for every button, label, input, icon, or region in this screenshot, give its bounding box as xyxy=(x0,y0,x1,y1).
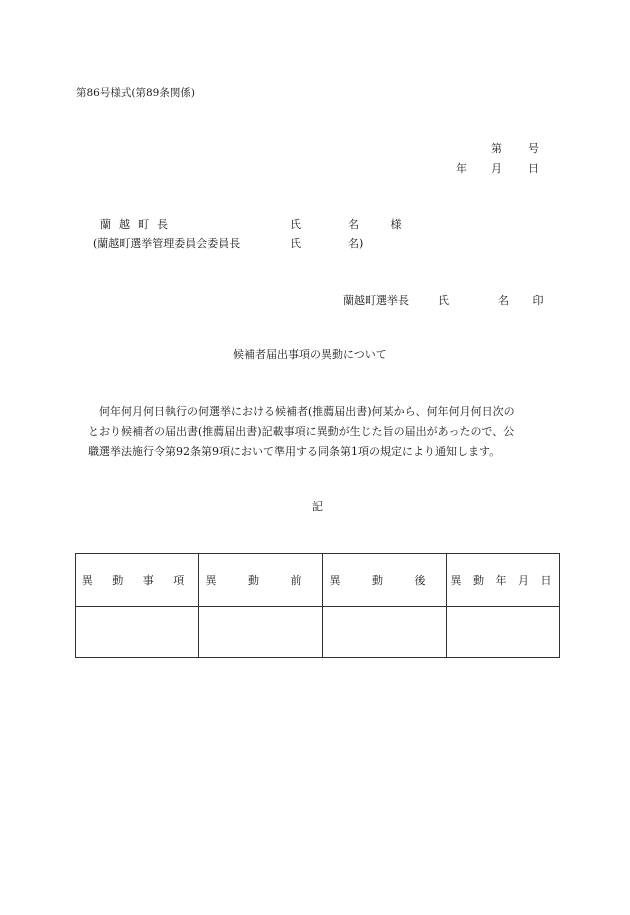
body-line-2: とおり候補者の届出書(推薦届出書)記載事項に異動が生じた旨の届出があったので、公 xyxy=(88,425,515,438)
cell-before-change xyxy=(199,607,323,658)
addressee-mayor-title: 蘭越町長 xyxy=(100,218,176,231)
date-year: 年 xyxy=(456,162,467,175)
header-before-change: 異 動 前 xyxy=(199,554,323,607)
change-table xyxy=(75,553,560,658)
date-month: 月 xyxy=(491,162,502,175)
addressee-committee-title: (蘭越町選挙管理委員会委員長 xyxy=(93,237,241,250)
addressee-committee-shi: 氏 xyxy=(290,237,301,250)
sender-shi: 氏 xyxy=(438,294,449,307)
cell-after-change xyxy=(323,607,447,658)
form-number: 第86号様式(第89条関係) xyxy=(76,87,195,99)
body-paragraph xyxy=(88,402,558,462)
header-change-item: 異 動 事 項 xyxy=(76,554,199,607)
table-row xyxy=(76,607,560,658)
cell-change-item xyxy=(76,607,199,658)
body-line-1: 何年何月何日執行の何選挙における候補者(推薦届出書)何某から、何年何月何日次の xyxy=(99,405,515,418)
subject-line: 候補者届出事項の異動について xyxy=(233,348,387,361)
table-header-row xyxy=(76,554,560,607)
date-day: 日 xyxy=(528,162,539,175)
doc-number-go: 号 xyxy=(528,142,539,155)
sender-title: 蘭越町選挙長 xyxy=(343,294,409,307)
sender-mei-seal: 名 印 xyxy=(498,294,554,307)
cell-change-date xyxy=(447,607,560,658)
addressee-mayor-shi: 氏 xyxy=(290,218,301,231)
ki-marker: 記 xyxy=(312,500,323,513)
header-after-change: 異 動 後 xyxy=(323,554,447,607)
addressee-mayor-mei: 名 様 xyxy=(348,218,416,231)
body-line-3: 職選挙法施行令第92条第9項において準用する同条第1項の規定により通知します。 xyxy=(88,445,501,458)
header-change-date: 異 動 年 月 日 xyxy=(447,554,560,607)
doc-number-dai: 第 xyxy=(491,142,502,155)
addressee-committee-mei: 名) xyxy=(348,237,364,250)
